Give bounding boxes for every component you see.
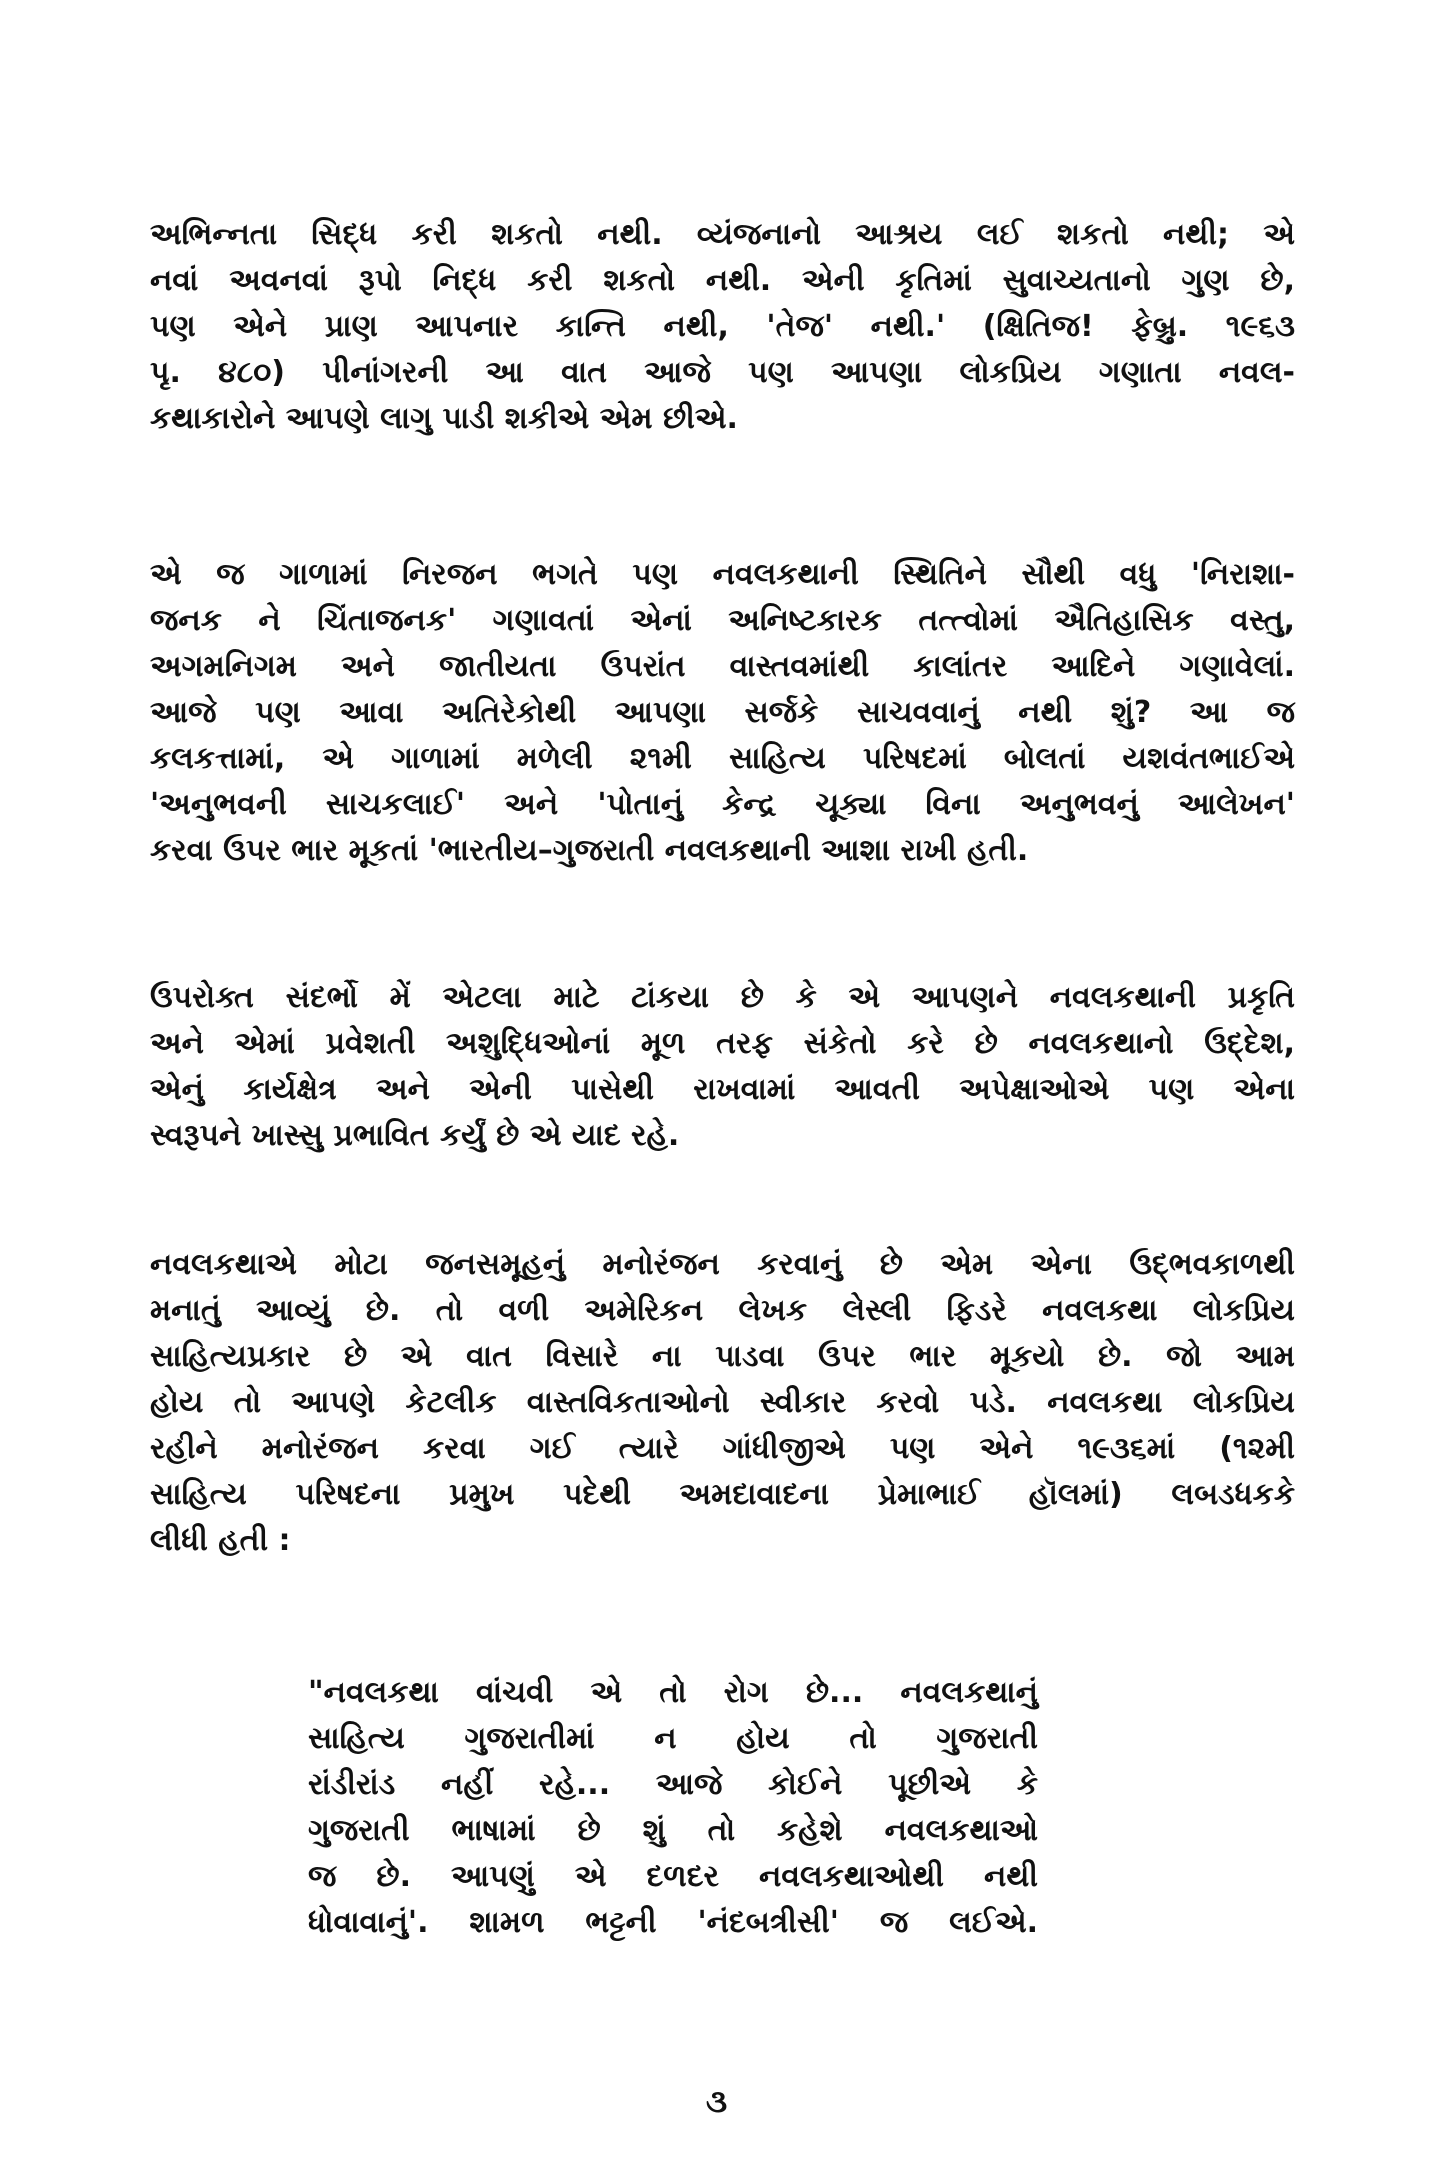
quote-line: સાહિત્ય ગુજરાતીમાં ન હોય તો ગુજરાતી	[308, 1721, 1038, 1756]
text-line: સ્વરૂપને ખાસ્સુ પ્રભાવિત કર્યું છે એ યાદ રહે.	[150, 1118, 680, 1153]
paragraph-1	[150, 212, 1295, 442]
text-line: રહીને મનોરંજન કરવા ગઈ ત્યારે ગાંધીજીએ પણ એને ૧૯૩૬માં (૧૨મી	[150, 1431, 1295, 1466]
text-line: પણ એને પ્રાણ આપનાર કાન્તિ નથી, 'તેજ' નથી.' (ક્ષિતિજ! ફેબ્રુ. ૧૯૬૩	[150, 309, 1295, 344]
text-line: નવાં અવનવાં રૂપો નિદ્ધ કરી શકતો નથી. એની કૃતિમાં સુવાચ્યતાનો ગુણ છે,	[150, 263, 1295, 298]
text-line: એ જ ગાળામાં નિરજન ભગતે પણ નવલકથાની સ્થિતિને સૌથી વધુ 'નિરાશા-	[150, 557, 1295, 592]
text-line: જનક ને ચિંતાજનક' ગણાવતાં એનાં અનિષ્ટકારક તત્ત્વોમાં ઐતિહાસિક વસ્તુ,	[150, 603, 1295, 638]
block-quote	[308, 1670, 1038, 1946]
quote-line: ગુજરાતી ભાષામાં છે શું તો કહેશે નવલકથાઓ	[308, 1813, 1038, 1848]
quote-line: "નવલકથા વાંચવી એ તો રોગ છે... નવલકથાનું	[308, 1675, 1038, 1710]
text-line: હોય તો આપણે કેટલીક વાસ્તવિકતાઓનો સ્વીકાર કરવો પડે. નવલકથા લોકપ્રિય	[150, 1385, 1295, 1420]
text-line: લીધી હતી :	[150, 1523, 291, 1558]
text-line: અભિન્નતા સિદ્ધ કરી શકતો નથી. વ્યંજનાનો આશ્રય લઈ શકતો નથી; એ	[150, 217, 1295, 252]
page-number: ૩	[705, 2082, 728, 2120]
text-line: 'અનુભવની સાચકલાઈ' અને 'પોતાનું કેન્દ્ર ચૂક્યા વિના અનુભવનું આલેખન'	[150, 787, 1295, 822]
quote-line: જ છે. આપણું એ દળદર નવલકથાઓથી નથી	[308, 1859, 1038, 1894]
paragraph-4	[150, 1242, 1295, 1564]
quote-line: રાંડીરાંડ નહીં રહે... આજે કોઈને પૂછીએ કે	[308, 1767, 1038, 1802]
text-line: અને એમાં પ્રવેશતી અશુદ્ધિઓનાં મૂળ તરફ સંકેતો કરે છે નવલકથાનો ઉદ્દેશ,	[150, 1026, 1295, 1061]
text-line: આજે પણ આવા અતિરેકોથી આપણા સર્જકે સાચવવાનું નથી શું? આ જ	[150, 695, 1295, 730]
text-line: કલકત્તામાં, એ ગાળામાં મળેલી ૨૧મી સાહિત્ય પરિષદમાં બોલતાં યશવંતભાઈએ	[150, 741, 1295, 776]
text-line: સાહિત્યપ્રકાર છે એ વાત વિસારે ના પાડવા ઉપર ભાર મૂકયો છે. જો આમ	[150, 1339, 1295, 1374]
text-line: કરવા ઉપર ભાર મૂકતાં 'ભારતીય–ગુજરાતી નવલકથાની આશા રાખી હતી.	[150, 833, 1029, 868]
paragraph-3	[150, 975, 1295, 1159]
text-line: એનું કાર્યક્ષેત્ર અને એની પાસેથી રાખવામાં આવતી અપેક્ષાઓએ પણ એના	[150, 1072, 1295, 1107]
text-line: પૃ. ૪૮૦) પીનાંગરની આ વાત આજે પણ આપણા લોકપ્રિય ગણાતા નવલ-	[150, 355, 1295, 390]
text-line: નવલકથાએ મોટા જનસમૂહનું મનોરંજન કરવાનું છે એમ એના ઉદ્‌ભવકાળથી	[150, 1247, 1295, 1282]
paragraph-2	[150, 552, 1295, 874]
text-line: ઉપરોક્ત સંદર્ભો મેં એટલા માટે ટાંકયા છે કે એ આપણને નવલકથાની પ્રકૃતિ	[150, 980, 1295, 1015]
text-line: કથાકારોને આપણે લાગુ પાડી શકીએ એમ છીએ.	[150, 401, 738, 436]
text-line: મનાતું આવ્યું છે. તો વળી અમેરિકન લેખક લેસ્લી ફિડરે નવલકથા લોકપ્રિય	[150, 1293, 1295, 1328]
text-line: અગમનિગમ અને જાતીયતા ઉપરાંત વાસ્તવમાંથી કાલાંતર આદિને ગણાવેલાં.	[150, 649, 1295, 684]
quote-line: ધોવાવાનું'. શામળ ભટ્ટની 'નંદબત્રીસી' જ લઈએ.	[308, 1905, 1038, 1940]
text-line: સાહિત્ય પરિષદના પ્રમુખ પદેથી અમદાવાદના પ્રેમાભાઈ હૉલમાં) લબડધકકે	[150, 1477, 1295, 1512]
